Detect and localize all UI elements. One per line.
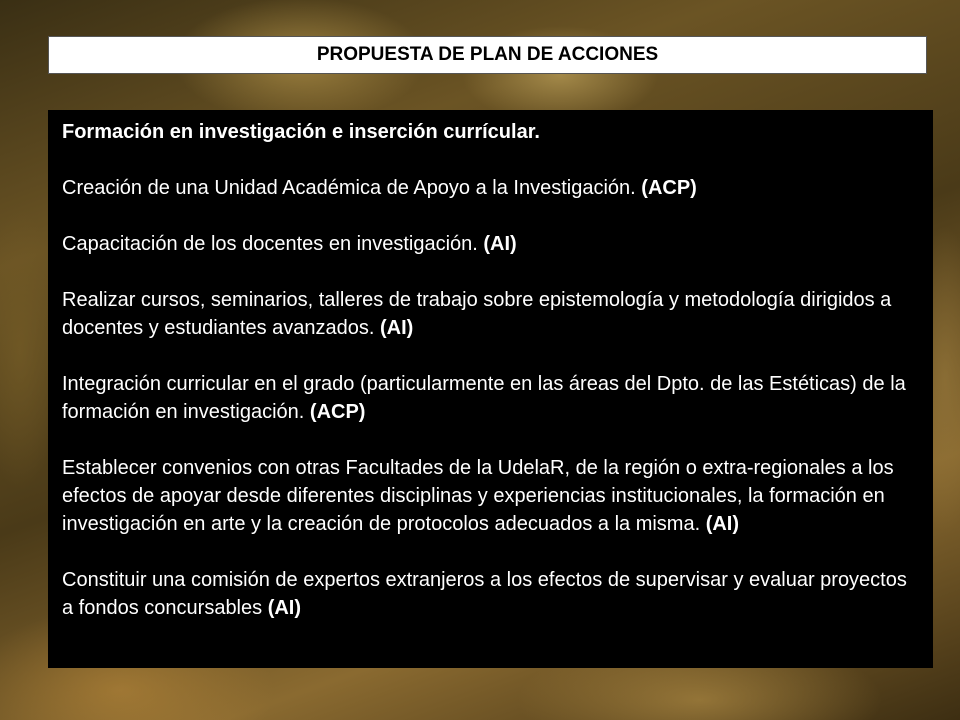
- action-tag: (AI): [483, 233, 517, 255]
- action-text: Integración curricular en el grado (particularmente en las áreas del Dpto. de las Estéticas) de la formación en investigación.: [62, 373, 906, 423]
- action-tag: (AI): [380, 317, 414, 339]
- action-tag: (AI): [705, 513, 740, 535]
- action-text: Constituir una comisión de expertos extranjeros a los efectos de supervisar y evaluar proyectos a fondos concursables: [62, 569, 907, 619]
- slide-title: PROPUESTA DE PLAN DE ACCIONES: [316, 44, 659, 65]
- action-tag: (AI): [267, 597, 302, 619]
- action-item: [62, 230, 919, 258]
- action-item: [62, 370, 919, 426]
- action-text: Creación de una Unidad Académica de Apoyo a la Investigación.: [62, 177, 642, 199]
- action-tag: (ACP): [309, 401, 366, 423]
- action-text: Realizar cursos, seminarios, talleres de trabajo sobre epistemología y metodología dirigidos a docentes y estudiantes avanzados.: [62, 289, 892, 339]
- action-tag: (ACP): [641, 177, 697, 199]
- slide-title-box: [48, 36, 927, 74]
- section-heading: Formación en investigación e inserción currícular.: [62, 121, 540, 143]
- action-item: [62, 174, 919, 202]
- action-text: Capacitación de los docentes en investigación.: [62, 233, 484, 255]
- content-box: [48, 110, 933, 668]
- action-item: [62, 286, 919, 342]
- action-item: [62, 566, 919, 622]
- action-item: [62, 454, 919, 538]
- action-text: Establecer convenios con otras Facultades de la UdelaR, de la región o extra-regionales a los efectos de apoyar desde diferentes disciplinas y experiencias institucionales, la formación en investigación en arte y la creación de protocolos adecuados a la misma.: [62, 457, 894, 535]
